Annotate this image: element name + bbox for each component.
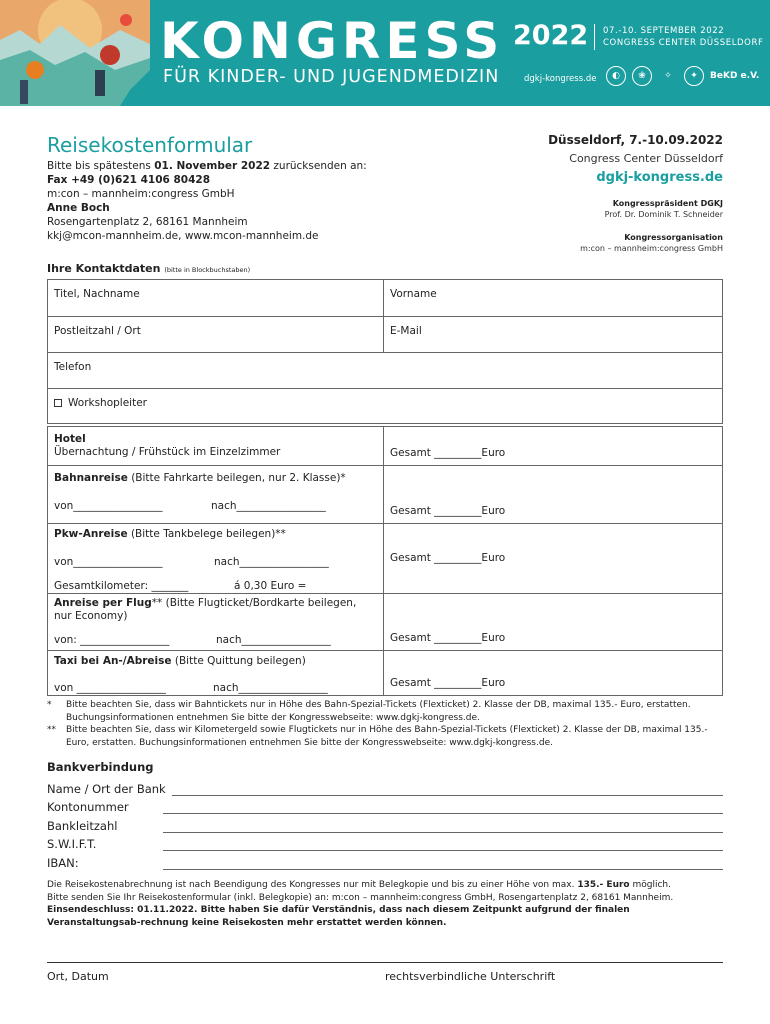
zip-city-field[interactable]: Postleitzahl / Ort <box>48 317 384 352</box>
workshop-label: Workshopleiter <box>68 397 147 409</box>
flight-total[interactable]: Gesamt _________Euro <box>390 632 506 644</box>
bank-code-field[interactable] <box>163 822 723 833</box>
footnote-mark: * <box>47 700 52 710</box>
bank-name-field[interactable] <box>172 785 723 796</box>
congress-info <box>548 133 723 253</box>
train-from[interactable]: von_________________ <box>54 500 163 512</box>
venue: Congress Center Düsseldorf <box>569 152 723 165</box>
send-deadline: Bitte bis spätestens 01. November 2022 zurücksenden an: <box>47 160 367 172</box>
bank-code-label: Bankleitzahl <box>47 818 118 833</box>
partner-logos <box>606 66 759 86</box>
taxi-from[interactable]: von _________________ <box>54 682 166 694</box>
car-rate: á 0,30 Euro = <box>234 580 307 592</box>
place-date-label: Ort, Datum <box>47 970 109 983</box>
train-row <box>48 465 722 523</box>
footnote <box>47 724 723 749</box>
account-field[interactable] <box>163 803 723 814</box>
congress-subtitle: FÜR KINDER- UND JUGENDMEDIZIN <box>163 67 500 87</box>
footnote <box>47 699 723 724</box>
flight-to[interactable]: nach_________________ <box>216 634 331 646</box>
car-km[interactable]: Gesamtkilometer: _______ <box>54 580 189 592</box>
taxi-note: (Bitte Quittung beilegen) <box>171 655 306 667</box>
hotel-desc: Übernachtung / Frühstück im Einzelzimmer <box>54 446 281 458</box>
president-label: Kongresspräsident DGKJ <box>612 199 723 208</box>
hotel-label: Hotel <box>54 433 86 445</box>
iban-label: IBAN: <box>47 855 79 870</box>
illustration-image <box>0 0 150 106</box>
footnotes <box>47 699 723 749</box>
partner-logo-3-icon: ✧ <box>664 71 672 81</box>
venue-line: CONGRESS CENTER DÜSSELDORF <box>603 38 764 48</box>
partner-logo-2-icon: ❀ <box>632 66 652 86</box>
car-to[interactable]: nach_________________ <box>214 556 329 568</box>
partner-logo-4-icon: ✦ <box>684 66 704 86</box>
footnote-text: Bitte beachten Sie, dass wir Kilometergeld sowie Flugtickets nur in Höhe des Bahn-Spezial-Tickets (Flexticket) 2. Klasse der DB, maximal 135.- Euro, erstatten. Buchungsinformationen entnehmen Sie bitte der Kongresswebseite: www.dgkj-kongress.de. <box>66 725 708 748</box>
taxi-row <box>48 650 722 695</box>
flight-label: Anreise per Flug <box>54 597 152 609</box>
partner-logo-1-icon: ◐ <box>606 66 626 86</box>
phone-field[interactable]: Telefon <box>54 361 92 373</box>
header-banner <box>0 0 770 106</box>
congress-dates <box>603 25 763 49</box>
hotel-total[interactable]: Gesamt _________Euro <box>390 447 506 459</box>
signature-label: rechtsverbindliche Unterschrift <box>385 970 556 983</box>
header-website: dgkj-kongress.de <box>524 74 597 84</box>
email-field[interactable]: E-Mail <box>390 325 422 337</box>
iban-field[interactable] <box>163 859 723 870</box>
divider <box>594 24 595 50</box>
swift-label: S.W.I.F.T. <box>47 837 97 851</box>
bekd-logo: BeKD e.V. <box>710 71 760 81</box>
form-title: Reisekostenformular <box>47 133 253 157</box>
contact-heading: Ihre Kontaktdaten (bitte in Blockbuchstaben) <box>47 262 251 275</box>
dates-line: 07.-10. SEPTEMBER 2022 <box>603 26 725 36</box>
train-to[interactable]: nach_________________ <box>211 500 326 512</box>
taxi-to[interactable]: nach_________________ <box>213 682 328 694</box>
closing-line-2: Bitte senden Sie Ihr Reisekostenformular (inkl. Belegkopie) an: m:con – mannheim:congress GmbH, Rosengartenplatz 2, 68161 Mannheim. <box>47 892 674 903</box>
fax-number: Fax +49 (0)621 4106 80428 <box>47 174 211 186</box>
train-total[interactable]: Gesamt _________Euro <box>390 505 506 517</box>
hotel-row <box>48 427 722 465</box>
bank-heading: Bankverbindung <box>47 760 154 774</box>
car-from[interactable]: von_________________ <box>54 556 163 568</box>
closing-line-1: Die Reisekostenabrechnung ist nach Beendigung des Kongresses nur mit Belegkopie und bis zu einer Höhe von max. 135.- Euro möglich. <box>47 880 671 890</box>
congress-website: dgkj-kongress.de <box>596 170 723 185</box>
closing-line-3: Einsendeschluss: 01.11.2022. Bitte haben Sie dafür Verständnis, dass nach diesem Zeitpunkt aufgrund der finalen Veranstaltungsab-rechnung keine Reisekosten mehr erstattet werden können. <box>47 905 630 928</box>
email-web: kkj@mcon-mannheim.de, www.mcon-mannheim.de <box>47 230 319 242</box>
taxi-label: Taxi bei An-/Abreise <box>54 655 172 667</box>
flight-from[interactable]: von: _________________ <box>54 634 170 646</box>
organisation: m:con – mannheim:congress GmbH <box>47 188 235 200</box>
train-note: (Bitte Fahrkarte beilegen, nur 2. Klasse)* <box>127 472 346 484</box>
account-label: Kontonummer <box>47 800 129 814</box>
signature-line[interactable] <box>47 962 723 963</box>
city-date: Düsseldorf, 7.-10.09.2022 <box>548 133 723 147</box>
footnote-mark: ** <box>47 725 56 735</box>
flight-row <box>48 593 722 650</box>
car-note: (Bitte Tankbelege beilegen)** <box>127 528 286 540</box>
flight-note: ** (Bitte Flugticket/Bordkarte beilegen, nur Economy) <box>54 597 357 622</box>
contact-table <box>47 279 723 424</box>
bank-details <box>47 777 723 870</box>
footnote-text: Bitte beachten Sie, dass wir Bahntickets nur in Höhe des Bahn-Spezial-Tickets (Flexticket) 2. Klasse der DB, maximal 135.- Euro, erstatten. Buchungsinformationen entnehmen Sie bitte der Kongresswebseite: www.dgkj-kongress.de. <box>66 700 691 723</box>
bank-name-label: Name / Ort der Bank <box>47 781 166 796</box>
congress-year: 2022 <box>513 20 589 51</box>
organisation-label: Kongressorganisation <box>624 233 723 242</box>
president-name: Prof. Dr. Dominik T. Schneider <box>604 210 723 219</box>
car-total[interactable]: Gesamt _________Euro <box>390 552 506 564</box>
contact-person: Anne Boch <box>47 202 110 214</box>
taxi-total[interactable]: Gesamt _________Euro <box>390 677 506 689</box>
first-name-field[interactable]: Vorname <box>390 288 437 300</box>
workshop-checkbox[interactable] <box>54 399 62 407</box>
car-label: Pkw-Anreise <box>54 528 128 540</box>
travel-cost-table <box>47 426 723 696</box>
train-label: Bahnanreise <box>54 472 128 484</box>
car-row <box>48 523 722 593</box>
organisation-name: m:con – mannheim:congress GmbH <box>580 244 723 253</box>
workshop-checkbox-row[interactable] <box>48 389 722 423</box>
title-name-field[interactable]: Titel, Nachname <box>48 280 384 316</box>
address: Rosengartenplatz 2, 68161 Mannheim <box>47 216 248 228</box>
send-instructions <box>47 159 367 243</box>
closing-note <box>47 879 723 929</box>
swift-field[interactable] <box>163 840 723 851</box>
congress-title: KONGRESS <box>160 12 505 70</box>
